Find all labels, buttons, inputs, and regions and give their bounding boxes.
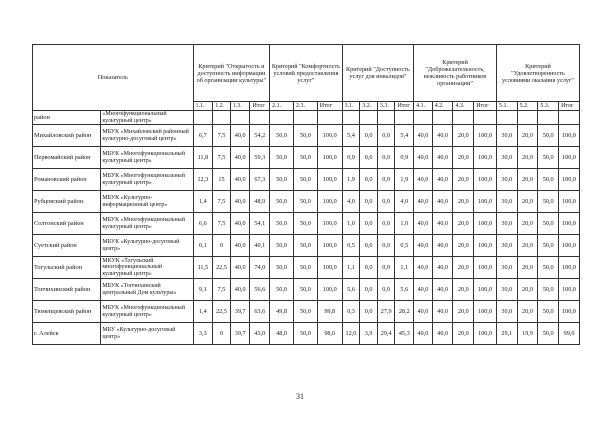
value-cell: 40,0: [432, 169, 453, 191]
value-cell: [317, 111, 342, 125]
subcolumn-header: 2.3.: [293, 102, 317, 111]
value-cell: 0,0: [360, 279, 378, 301]
value-cell: [432, 111, 453, 125]
value-cell: 40,0: [414, 147, 433, 169]
value-cell: 40,0: [414, 235, 433, 257]
value-cell: 100,0: [559, 125, 580, 147]
value-cell: 11,5: [193, 257, 213, 279]
value-cell: 20,0: [453, 279, 474, 301]
value-cell: 11,8: [193, 147, 213, 169]
value-cell: 100,0: [474, 301, 497, 323]
value-cell: 49,8: [270, 301, 294, 323]
value-cell: 20,0: [517, 235, 538, 257]
value-cell: 20,0: [453, 147, 474, 169]
value-cell: 0,0: [377, 191, 395, 213]
value-cell: 50,0: [293, 147, 317, 169]
value-cell: 20,0: [517, 191, 538, 213]
value-cell: 0,0: [377, 257, 395, 279]
value-cell: 100,0: [317, 235, 342, 257]
value-cell: 3,9: [360, 323, 378, 345]
value-cell: 0,3: [342, 301, 360, 323]
value-cell: 0,0: [360, 301, 378, 323]
value-cell: 7,5: [213, 279, 231, 301]
value-cell: 50,0: [538, 213, 559, 235]
criterion-2-header: Критерий "Комфортность условий предоставления услуг": [270, 45, 343, 102]
value-cell: 50,0: [293, 125, 317, 147]
value-cell: 50,0: [270, 147, 294, 169]
value-cell: 99,8: [317, 301, 342, 323]
value-cell: [230, 111, 250, 125]
table-row: [33, 125, 580, 147]
subcolumn-header: 3.2.: [360, 102, 378, 111]
value-cell: 39,7: [230, 323, 250, 345]
value-cell: 30,0: [496, 169, 517, 191]
value-cell: 20,0: [517, 125, 538, 147]
district-cell: Романовский район: [33, 169, 101, 191]
value-cell: 50,0: [293, 235, 317, 257]
value-cell: 100,0: [317, 169, 342, 191]
value-cell: 20,0: [517, 147, 538, 169]
subcolumn-header: Итог: [317, 102, 342, 111]
subcolumn-header: Итог: [395, 102, 414, 111]
district-cell: Топчихинский район: [33, 279, 101, 301]
value-cell: 40,0: [230, 235, 250, 257]
value-cell: [517, 111, 538, 125]
value-cell: 50,0: [270, 279, 294, 301]
value-cell: [377, 111, 395, 125]
value-cell: 43,0: [250, 323, 270, 345]
value-cell: 40,0: [432, 257, 453, 279]
value-cell: 40,0: [230, 147, 250, 169]
value-cell: 0,0: [360, 235, 378, 257]
district-cell: Солтонский район: [33, 213, 101, 235]
value-cell: 40,0: [414, 257, 433, 279]
value-cell: 0,0: [377, 169, 395, 191]
value-cell: 19,9: [517, 323, 538, 345]
value-cell: 0,0: [377, 235, 395, 257]
value-cell: 50,0: [293, 257, 317, 279]
value-cell: 45,3: [395, 323, 414, 345]
value-cell: 100,0: [474, 257, 497, 279]
value-cell: [538, 111, 559, 125]
value-cell: 30,0: [496, 125, 517, 147]
value-cell: 40,0: [432, 301, 453, 323]
value-cell: 100,0: [559, 147, 580, 169]
organization-cell: «Многофункциональный культурный центр»: [101, 111, 193, 125]
value-cell: 56,6: [250, 279, 270, 301]
rating-table: [32, 44, 580, 345]
organization-cell: МБУК «Многофункциональный культурный центр»: [101, 301, 193, 323]
value-cell: 100,0: [474, 169, 497, 191]
value-cell: 6,6: [193, 213, 213, 235]
value-cell: 40,0: [414, 125, 433, 147]
value-cell: 0: [213, 323, 231, 345]
value-cell: 0,9: [395, 147, 414, 169]
value-cell: 50,0: [538, 301, 559, 323]
value-cell: [414, 111, 433, 125]
value-cell: 29,1: [496, 323, 517, 345]
value-cell: 40,0: [230, 169, 250, 191]
value-cell: 0,0: [377, 213, 395, 235]
value-cell: 30,0: [496, 213, 517, 235]
value-cell: 40,0: [432, 279, 453, 301]
value-cell: [360, 111, 378, 125]
organization-cell: МБУК «Многофункциональный культурный центр»: [101, 169, 193, 191]
value-cell: 0,0: [360, 191, 378, 213]
criterion-5-header: Критерий "Удовлетворенность условиями оказания услуг": [496, 45, 579, 102]
district-cell: Первомайский район: [33, 147, 101, 169]
value-cell: 0,0: [360, 147, 378, 169]
subcolumn-header: Итог: [559, 102, 580, 111]
value-cell: 40,0: [432, 213, 453, 235]
table-row: [33, 111, 580, 125]
value-cell: 100,0: [317, 125, 342, 147]
value-cell: 100,0: [559, 279, 580, 301]
value-cell: 30,0: [496, 147, 517, 169]
value-cell: 50,0: [538, 169, 559, 191]
page-number: 31: [296, 392, 304, 401]
value-cell: [193, 111, 213, 125]
organization-cell: МБУ «Культурно-досуговый центр»: [101, 323, 193, 345]
value-cell: 5,6: [342, 279, 360, 301]
value-cell: 100,0: [474, 235, 497, 257]
value-cell: 50,0: [270, 257, 294, 279]
value-cell: 50,0: [538, 323, 559, 345]
value-cell: [213, 111, 231, 125]
value-cell: 20,0: [453, 169, 474, 191]
value-cell: 50,0: [538, 235, 559, 257]
organization-cell: МБУК «Культурно-досуговый центр»: [101, 235, 193, 257]
value-cell: 100,0: [559, 169, 580, 191]
value-cell: 40,0: [414, 323, 433, 345]
value-cell: 40,0: [230, 257, 250, 279]
value-cell: 1,9: [342, 169, 360, 191]
value-cell: 50,0: [538, 191, 559, 213]
value-cell: 0,0: [377, 279, 395, 301]
value-cell: 1,4: [193, 301, 213, 323]
value-cell: 50,0: [293, 279, 317, 301]
value-cell: 7,5: [213, 125, 231, 147]
value-cell: 50,0: [270, 125, 294, 147]
table-row: [33, 301, 580, 323]
subcolumn-header: Итог: [250, 102, 270, 111]
value-cell: 100,0: [474, 279, 497, 301]
value-cell: 50,0: [270, 213, 294, 235]
value-cell: [474, 111, 497, 125]
organization-cell: МБУК «Топчихинский центральный Дом культуры»: [101, 279, 193, 301]
district-cell: район: [33, 111, 101, 125]
subcolumn-header: 3.1.: [342, 102, 360, 111]
value-cell: 50,0: [270, 169, 294, 191]
value-cell: 15: [213, 169, 231, 191]
value-cell: 40,0: [414, 301, 433, 323]
value-cell: [293, 111, 317, 125]
value-cell: 40,0: [432, 323, 453, 345]
value-cell: 100,0: [559, 235, 580, 257]
value-cell: 7,5: [213, 191, 231, 213]
value-cell: 99,0: [559, 323, 580, 345]
value-cell: 100,0: [474, 191, 497, 213]
value-cell: 40,0: [230, 191, 250, 213]
value-cell: 0: [213, 235, 231, 257]
indicator-header: Показатель: [33, 45, 194, 111]
value-cell: 59,3: [250, 147, 270, 169]
value-cell: 20,0: [517, 257, 538, 279]
value-cell: 74,0: [250, 257, 270, 279]
value-cell: 100,0: [474, 323, 497, 345]
value-cell: 30,0: [496, 191, 517, 213]
value-cell: [270, 111, 294, 125]
subcolumn-header: 4.2.: [432, 102, 453, 111]
subcolumn-header: Итог: [474, 102, 497, 111]
value-cell: 30,0: [496, 279, 517, 301]
value-cell: 20,0: [453, 125, 474, 147]
value-cell: 20,0: [517, 279, 538, 301]
value-cell: 100,0: [474, 213, 497, 235]
value-cell: 4,0: [395, 191, 414, 213]
value-cell: 20,0: [453, 323, 474, 345]
value-cell: 28,2: [395, 301, 414, 323]
value-cell: 100,0: [559, 213, 580, 235]
value-cell: 30,0: [496, 301, 517, 323]
value-cell: 40,0: [414, 279, 433, 301]
value-cell: 27,9: [377, 301, 395, 323]
criterion-1-header: Критерий "Открытость и доступность информации об организации культуры": [193, 45, 270, 102]
value-cell: [496, 111, 517, 125]
value-cell: [250, 111, 270, 125]
value-cell: 50,0: [538, 257, 559, 279]
value-cell: 20,0: [453, 213, 474, 235]
value-cell: 5,6: [395, 279, 414, 301]
organization-cell: МБУК «Многофункциональный культурный центр»: [101, 147, 193, 169]
criterion-3-header: Критерий "Доступность услуг для инвалидов": [342, 45, 413, 102]
value-cell: 100,0: [474, 125, 497, 147]
value-cell: 50,0: [293, 213, 317, 235]
table-row: [33, 323, 580, 345]
subcolumn-header: 1.2.: [213, 102, 231, 111]
value-cell: [453, 111, 474, 125]
value-cell: 1,1: [395, 257, 414, 279]
value-cell: 20,0: [517, 213, 538, 235]
value-cell: 40,0: [230, 213, 250, 235]
value-cell: 0,1: [193, 235, 213, 257]
value-cell: 1,9: [395, 169, 414, 191]
value-cell: [559, 111, 580, 125]
value-cell: 12,0: [342, 323, 360, 345]
value-cell: 100,0: [317, 257, 342, 279]
value-cell: 3,3: [193, 323, 213, 345]
organization-cell: МБУК «Михайловский районный культурно-досуговый центр»: [101, 125, 193, 147]
value-cell: 5,4: [395, 125, 414, 147]
value-cell: 0,0: [377, 147, 395, 169]
value-cell: 9,1: [193, 279, 213, 301]
value-cell: 40,0: [432, 235, 453, 257]
value-cell: 20,0: [517, 301, 538, 323]
value-cell: 29,4: [377, 323, 395, 345]
table-row: [33, 213, 580, 235]
subcolumn-header: 1.1.: [193, 102, 213, 111]
value-cell: 20,0: [453, 257, 474, 279]
value-cell: 98,0: [317, 323, 342, 345]
value-cell: 12,3: [193, 169, 213, 191]
value-cell: 20,0: [453, 301, 474, 323]
value-cell: 40,0: [432, 147, 453, 169]
value-cell: 100,0: [317, 279, 342, 301]
organization-cell: МБУК «Культурно-информационный центр»: [101, 191, 193, 213]
value-cell: 0,0: [360, 169, 378, 191]
value-cell: 50,0: [270, 235, 294, 257]
value-cell: 67,3: [250, 169, 270, 191]
value-cell: 100,0: [317, 191, 342, 213]
district-cell: Михайловский район: [33, 125, 101, 147]
value-cell: 0,0: [377, 125, 395, 147]
value-cell: 1,0: [342, 213, 360, 235]
criterion-4-header: Критерий "Доброжелательность, вежливость работников организации": [414, 45, 497, 102]
district-cell: г. Алейск: [33, 323, 101, 345]
subcolumn-header: 5.3.: [538, 102, 559, 111]
organization-cell: МКУК «Тогульский многофункциональный культурный центр»: [101, 257, 193, 279]
district-cell: Суетский район: [33, 235, 101, 257]
value-cell: 50,0: [293, 191, 317, 213]
value-cell: 100,0: [559, 191, 580, 213]
subcolumn-header: 2.1.: [270, 102, 294, 111]
organization-cell: МБУК «Многофункциональный культурный центр»: [101, 213, 193, 235]
value-cell: 50,0: [293, 169, 317, 191]
value-cell: 39,7: [230, 301, 250, 323]
value-cell: 50,0: [538, 279, 559, 301]
value-cell: [395, 111, 414, 125]
subcolumn-header: 4.1.: [414, 102, 433, 111]
value-cell: 40,1: [250, 235, 270, 257]
value-cell: 20,0: [517, 169, 538, 191]
value-cell: 1,0: [395, 213, 414, 235]
subcolumn-header: 3.3.: [377, 102, 395, 111]
value-cell: 40,0: [432, 125, 453, 147]
value-cell: 1,4: [193, 191, 213, 213]
subcolumn-header: 5.2.: [517, 102, 538, 111]
value-cell: 100,0: [559, 301, 580, 323]
value-cell: 30,0: [496, 235, 517, 257]
value-cell: 40,0: [230, 125, 250, 147]
value-cell: 50,0: [538, 147, 559, 169]
value-cell: 1,1: [342, 257, 360, 279]
value-cell: 54,1: [250, 213, 270, 235]
value-cell: 0,0: [360, 125, 378, 147]
table-row: [33, 169, 580, 191]
value-cell: 40,0: [414, 213, 433, 235]
subcolumn-header: 5.1.: [496, 102, 517, 111]
value-cell: 22,5: [213, 257, 231, 279]
district-cell: Тогульский район: [33, 257, 101, 279]
value-cell: 50,0: [538, 125, 559, 147]
table-body: [33, 111, 580, 345]
value-cell: 0,5: [395, 235, 414, 257]
value-cell: 0,0: [360, 257, 378, 279]
value-cell: 0,9: [342, 147, 360, 169]
value-cell: 7,5: [213, 147, 231, 169]
district-cell: Рубцовский район: [33, 191, 101, 213]
table-row: [33, 235, 580, 257]
value-cell: 0,0: [360, 213, 378, 235]
value-cell: 20,0: [453, 235, 474, 257]
table-row: [33, 279, 580, 301]
table-row: [33, 257, 580, 279]
value-cell: 5,4: [342, 125, 360, 147]
value-cell: 4,0: [342, 191, 360, 213]
subcolumn-header: 4.3.: [453, 102, 474, 111]
value-cell: 30,0: [496, 257, 517, 279]
subcolumn-header: 1.3.: [230, 102, 250, 111]
value-cell: 0,5: [342, 235, 360, 257]
value-cell: 40,0: [414, 191, 433, 213]
value-cell: 100,0: [474, 147, 497, 169]
table-row: [33, 147, 580, 169]
value-cell: 40,0: [432, 191, 453, 213]
value-cell: 54,2: [250, 125, 270, 147]
value-cell: 100,0: [559, 257, 580, 279]
value-cell: 48,9: [250, 191, 270, 213]
value-cell: 6,7: [193, 125, 213, 147]
value-cell: 20,0: [453, 191, 474, 213]
value-cell: 48,0: [270, 323, 294, 345]
value-cell: 7,5: [213, 213, 231, 235]
value-cell: 100,0: [317, 147, 342, 169]
value-cell: 40,0: [230, 279, 250, 301]
value-cell: 40,0: [414, 169, 433, 191]
value-cell: 50,0: [270, 191, 294, 213]
value-cell: 50,0: [293, 301, 317, 323]
value-cell: [342, 111, 360, 125]
value-cell: 100,0: [317, 213, 342, 235]
value-cell: 63,6: [250, 301, 270, 323]
value-cell: 22,5: [213, 301, 231, 323]
district-cell: Тюменцевский район: [33, 301, 101, 323]
table-row: [33, 191, 580, 213]
value-cell: 50,0: [293, 323, 317, 345]
